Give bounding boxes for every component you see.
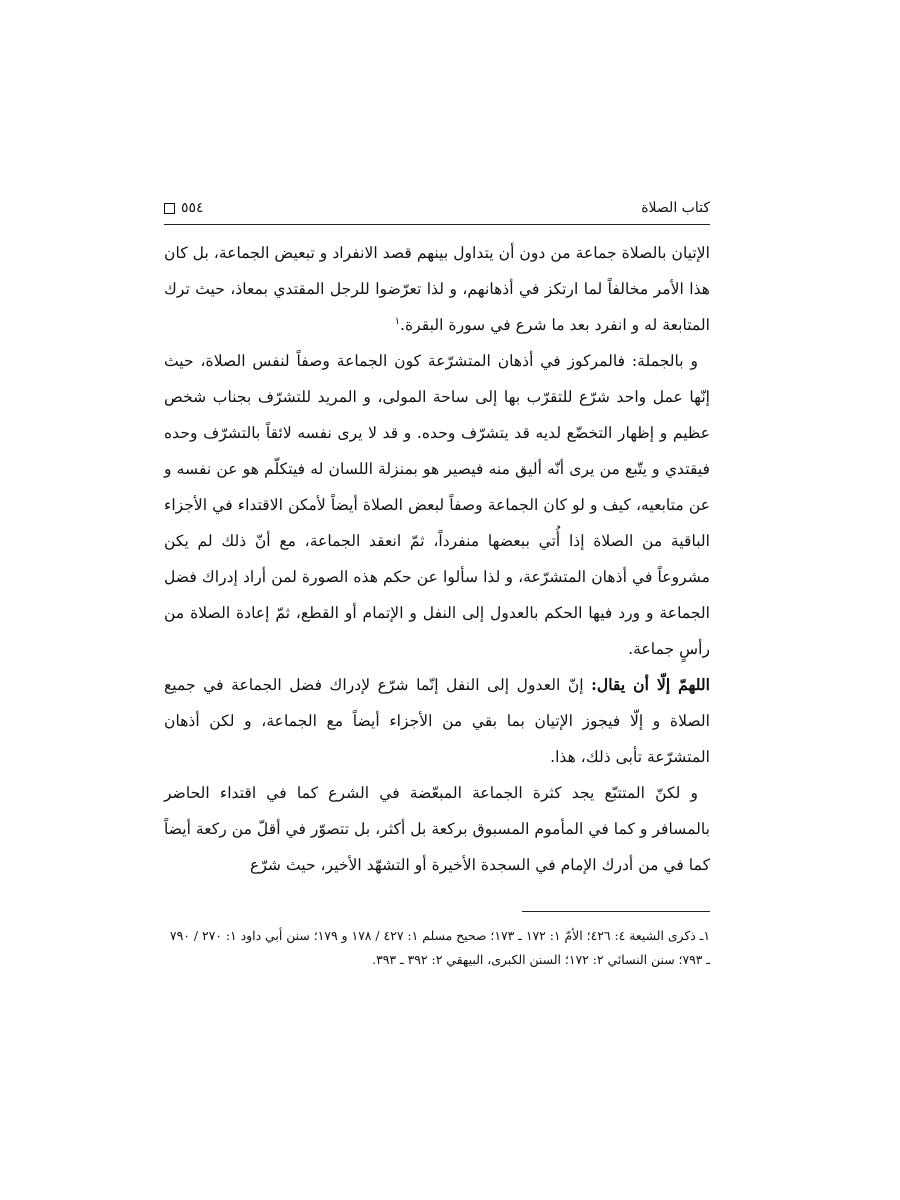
running-header bbox=[164, 196, 710, 225]
square-icon bbox=[164, 203, 175, 214]
book-page bbox=[164, 196, 710, 972]
page-number: ٥٥٤ bbox=[181, 200, 204, 216]
footnote-divider bbox=[522, 911, 710, 912]
paragraph-4: و لكنّ المتتبّع يجد كثرة الجماعة المبعّضة في الشرع كما في اقتداء الحاضر بالمسافر و كما في المأموم المسبوق بركعة بل أكثر، بل تتصوّر في أقلّ من ركعة أيضاً كما في من أدرك الإمام في السجدة الأخيرة أو التشهّد الأخير، حيث شرّع bbox=[164, 784, 710, 874]
paragraph-1 bbox=[164, 235, 710, 343]
paragraph-3-text: إنّ العدول إلى النفل إنّما شرّع لإدراك فضل الجماعة في جميع الصلاة و إلّا فيجوز الإتيان بما بقي من الأجزاء أيضاً مع الجماعة، و لكن أذهان المتشرّعة تأبى ذلك، هذا. bbox=[164, 676, 710, 766]
footnote-ref: ١ bbox=[394, 315, 401, 327]
paragraph-3 bbox=[164, 667, 710, 775]
body-text bbox=[164, 235, 710, 883]
paragraph-2: و بالجملة: فالمركوز في أذهان المتشرّعة كون الجماعة وصفاً لنفس الصلاة، حيث إنّها عمل واحد شرّع للتقرّب بها إلى ساحة المولى، و المريد للتشرّف بجناب شخص عظيم و إظهار التخضّع لديه قد يتشرّف وحده. و قد لا يرى نفسه لائقاً بالتشرّف وحده فيقتدي و يتّبع من يرى أنّه أليق منه فيصير هو بمنزلة اللسان له فيتكلّم هو عن نفسه و عن متابعيه، كيف و لو كان الجماعة وصفاً لبعض الصلاة أيضاً لأمكن الاقتداء في الأجزاء الباقية من الصلاة إذا أُتي ببعضها منفرداً، ثمّ انعقد الجماعة، مع أنّ ذلك لم يكن مشروعاً في أذهان المتشرّعة، و لذا سألوا عن حكم هذه الصورة لمن أراد إدراك فضل الجماعة و ورد فيها الحكم بالعدول إلى النفل و الإتمام أو القطع، ثمّ إعادة الصلاة من رأسٍ جماعة. bbox=[164, 352, 710, 658]
footnote: ١ـ ذكرى الشيعة ٤: ٤٢٦؛ الأمّ ١: ١٧٢ ـ ١٧٣؛ صحيح مسلم ١: ٤٢٧ / ١٧٨ و ١٧٩؛ سنن أبي داود ١: ٢٧٠ / ٧٩٠ ـ ٧٩٣؛ سنن النسائي ٢: ١٧٢؛ السنن الكبرى، البيهقي ٢: ٣٩٢ ـ ٣٩٣. bbox=[169, 928, 710, 967]
book-title: كتاب الصلاة bbox=[641, 200, 710, 216]
paragraph-3-lead: اللهمّ إلّا أن يقال: bbox=[591, 675, 710, 694]
paragraph-1-text: الإتيان بالصلاة جماعة من دون أن يتداول بينهم قصد الانفراد و تبعيض الجماعة، بل كان هذا الأمر مخالفاً لما ارتكز في أذهانهم، و لذا تعرّضوا للرجل المقتدي بمعاذ، حيث ترك المتابعة له و انفرد بعد ما شرع في سورة البقرة. bbox=[164, 244, 710, 334]
page-number-group bbox=[164, 200, 204, 216]
